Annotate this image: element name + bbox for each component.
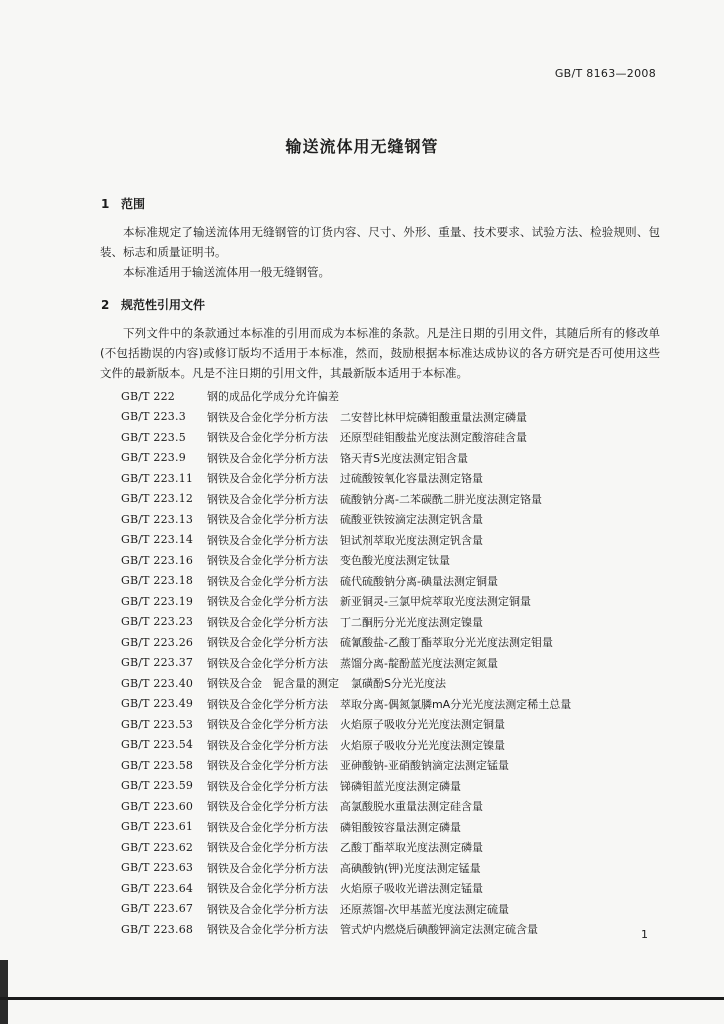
- reference-code: GB/T 223.62: [121, 840, 194, 854]
- reference-item: [121, 591, 661, 612]
- reference-method: 磷钼酸铵容量法测定磷量: [340, 820, 461, 834]
- reference-item: [121, 776, 661, 797]
- reference-item: [121, 817, 661, 838]
- reference-code: GB/T 223.18: [121, 574, 194, 588]
- reference-code: GB/T 223.59: [121, 779, 194, 793]
- reference-code: GB/T 223.13: [121, 512, 194, 526]
- reference-item: [121, 468, 661, 489]
- reference-title: 钢铁及合金化学分析方法: [207, 656, 328, 670]
- reference-item: [121, 796, 661, 817]
- reference-title: 钢铁及合金化学分析方法: [207, 779, 328, 793]
- reference-title: 钢铁及合金化学分析方法: [207, 615, 328, 629]
- reference-item: [121, 653, 661, 674]
- reference-code: GB/T 223.53: [121, 717, 194, 731]
- reference-item: [121, 714, 661, 735]
- reference-title: 钢铁及合金化学分析方法: [207, 738, 328, 752]
- reference-title: 钢铁及合金化学分析方法: [207, 636, 328, 650]
- binding-edge: [0, 960, 8, 1024]
- reference-title: 钢铁及合金化学分析方法: [207, 451, 328, 465]
- page-number: 1: [641, 928, 648, 941]
- reference-title: 钢铁及合金化学分析方法: [207, 861, 328, 875]
- reference-item: [121, 837, 661, 858]
- reference-code: GB/T 223.63: [121, 861, 194, 875]
- reference-method: 过硫酸铵氧化容量法测定铬量: [340, 472, 483, 486]
- reference-code: GB/T 223.68: [121, 922, 194, 936]
- standard-number: GB/T 8163—2008: [554, 67, 656, 80]
- reference-item: [121, 858, 661, 879]
- reference-item: [121, 489, 661, 510]
- reference-method: 硫酸钠分离-二苯碳酰二肼光度法测定铬量: [340, 492, 542, 506]
- reference-list: [121, 386, 661, 940]
- reference-title: 钢铁及合金化学分析方法: [207, 513, 328, 527]
- reference-item: [121, 448, 661, 469]
- reference-item: [121, 694, 661, 715]
- reference-method: 还原型硅钼酸盐光度法测定酸溶硅含量: [340, 431, 527, 445]
- reference-method: 硫代硫酸钠分离-碘量法测定铜量: [340, 574, 498, 588]
- reference-item: [121, 612, 661, 633]
- reference-item: [121, 878, 661, 899]
- section-number: 1: [101, 197, 110, 211]
- reference-code: GB/T 223.9: [121, 451, 186, 465]
- reference-code: GB/T 223.14: [121, 533, 194, 547]
- reference-method: 蒸馏分离-靛酚蓝光度法测定氮量: [340, 656, 498, 670]
- reference-item: [121, 735, 661, 756]
- reference-title: 钢铁及合金化学分析方法: [207, 697, 328, 711]
- reference-item: [121, 386, 661, 407]
- reference-title: 钢铁及合金化学分析方法: [207, 431, 328, 445]
- reference-method: 丁二酮肟分光光度法测定镍量: [340, 615, 483, 629]
- reference-code: GB/T 223.12: [121, 492, 194, 506]
- reference-code: GB/T 223.64: [121, 881, 194, 895]
- reference-item: [121, 899, 661, 920]
- section-heading-normative-references: [101, 296, 205, 313]
- reference-title: 钢的成品化学成分允许偏差: [207, 390, 339, 404]
- reference-method: 还原蒸馏-次甲基蓝光度法测定硫量: [340, 902, 509, 916]
- reference-title: 钢铁及合金化学分析方法: [207, 410, 328, 424]
- reference-title: 钢铁及合金化学分析方法: [207, 472, 328, 486]
- reference-title: 钢铁及合金化学分析方法: [207, 759, 328, 773]
- reference-title: 钢铁及合金化学分析方法: [207, 574, 328, 588]
- section-title: 范围: [121, 197, 146, 211]
- reference-method: 萃取分离-偶氮氯膦mA分光光度法测定稀土总量: [340, 697, 572, 711]
- reference-title: 钢铁及合金化学分析方法: [207, 492, 328, 506]
- section-title: 规范性引用文件: [121, 298, 206, 312]
- reference-code: GB/T 223.3: [121, 410, 186, 424]
- reference-title: 钢铁及合金化学分析方法: [207, 718, 328, 732]
- bottom-rule: [0, 997, 724, 1000]
- reference-method: 变色酸光度法测定钛量: [340, 554, 450, 568]
- section-number: 2: [101, 298, 110, 312]
- reference-method: 钽试剂萃取光度法测定钒含量: [340, 533, 483, 547]
- reference-code: GB/T 223.11: [121, 471, 194, 485]
- reference-code: GB/T 223.26: [121, 635, 194, 649]
- reference-method: 乙酸丁酯萃取光度法测定磷量: [340, 841, 483, 855]
- reference-code: GB/T 223.54: [121, 738, 194, 752]
- reference-method: 高碘酸钠(钾)光度法测定锰量: [340, 861, 481, 875]
- reference-title: 钢铁及合金化学分析方法: [207, 800, 328, 814]
- reference-code: GB/T 223.67: [121, 902, 194, 916]
- reference-method: 铬天青S光度法测定铝含量: [340, 451, 468, 465]
- reference-item: [121, 673, 661, 694]
- reference-code: GB/T 223.40: [121, 676, 194, 690]
- reference-item: [121, 530, 661, 551]
- reference-code: GB/T 223.19: [121, 594, 194, 608]
- reference-method: 硫酸亚铁铵滴定法测定钒含量: [340, 513, 483, 527]
- reference-title: 钢铁及合金化学分析方法: [207, 902, 328, 916]
- reference-title: 钢铁及合金化学分析方法: [207, 554, 328, 568]
- reference-method: 火焰原子吸收光谱法测定锰量: [340, 882, 483, 896]
- reference-code: GB/T 223.60: [121, 799, 194, 813]
- reference-method: 锑磷钼蓝光度法测定磷量: [340, 779, 461, 793]
- reference-item: [121, 550, 661, 571]
- reference-code: GB/T 223.5: [121, 430, 186, 444]
- reference-code: GB/T 223.23: [121, 615, 194, 629]
- reference-code: GB/T 223.49: [121, 697, 194, 711]
- reference-method: 氯磺酚S分光光度法: [351, 677, 446, 691]
- reference-method: 管式炉内燃烧后碘酸钾滴定法测定硫含量: [340, 923, 538, 937]
- reference-code: GB/T 223.61: [121, 820, 194, 834]
- scope-paragraph: 本标准规定了输送流体用无缝钢管的订货内容、尺寸、外形、重量、技术要求、试验方法、检验规则、包装、标志和质量证明书。: [100, 225, 660, 259]
- reference-method: 新亚铜灵-三氯甲烷萃取光度法测定铜量: [340, 595, 531, 609]
- reference-method: 亚砷酸钠-亚硝酸钠滴定法测定锰量: [340, 759, 509, 773]
- reference-method: 硫氰酸盐-乙酸丁酯萃取分光光度法测定钼量: [340, 636, 553, 650]
- reference-code: GB/T 223.16: [121, 553, 194, 567]
- reference-item: [121, 919, 661, 940]
- references-intro-paragraph: 下列文件中的条款通过本标准的引用而成为本标准的条款。凡是注日期的引用文件，其随后所有的修改单(不包括勘误的内容)或修订版均不适用于本标准，然而，鼓励根据本标准达成协议的各方研究是否可使用这些文件的最新版本。凡是不注日期的引用文件，其最新版本适用于本标准。: [100, 326, 660, 380]
- reference-method: 火焰原子吸收分光光度法测定镍量: [340, 738, 505, 752]
- reference-code: GB/T 223.37: [121, 656, 194, 670]
- reference-title: 钢铁及合金化学分析方法: [207, 533, 328, 547]
- reference-code: GB/T 222: [121, 389, 176, 403]
- document-title: 输送流体用无缝钢管: [285, 137, 439, 156]
- reference-item: [121, 755, 661, 776]
- reference-title: 钢铁及合金化学分析方法: [207, 923, 328, 937]
- reference-method: 二安替比林甲烷磷钼酸重量法测定磷量: [340, 410, 527, 424]
- section-heading-scope: [101, 195, 145, 212]
- reference-method: 火焰原子吸收分光光度法测定铜量: [340, 718, 505, 732]
- reference-method: 高氯酸脱水重量法测定硅含量: [340, 800, 483, 814]
- reference-item: [121, 571, 661, 592]
- reference-item: [121, 407, 661, 428]
- reference-item: [121, 509, 661, 530]
- reference-title: 钢铁及合金化学分析方法: [207, 595, 328, 609]
- reference-title: 钢铁及合金 铌含量的测定: [207, 677, 339, 691]
- reference-code: GB/T 223.58: [121, 758, 194, 772]
- reference-item: [121, 427, 661, 448]
- scope-paragraph: 本标准适用于输送流体用一般无缝钢管。: [123, 265, 330, 279]
- reference-title: 钢铁及合金化学分析方法: [207, 820, 328, 834]
- reference-title: 钢铁及合金化学分析方法: [207, 841, 328, 855]
- reference-item: [121, 632, 661, 653]
- reference-title: 钢铁及合金化学分析方法: [207, 882, 328, 896]
